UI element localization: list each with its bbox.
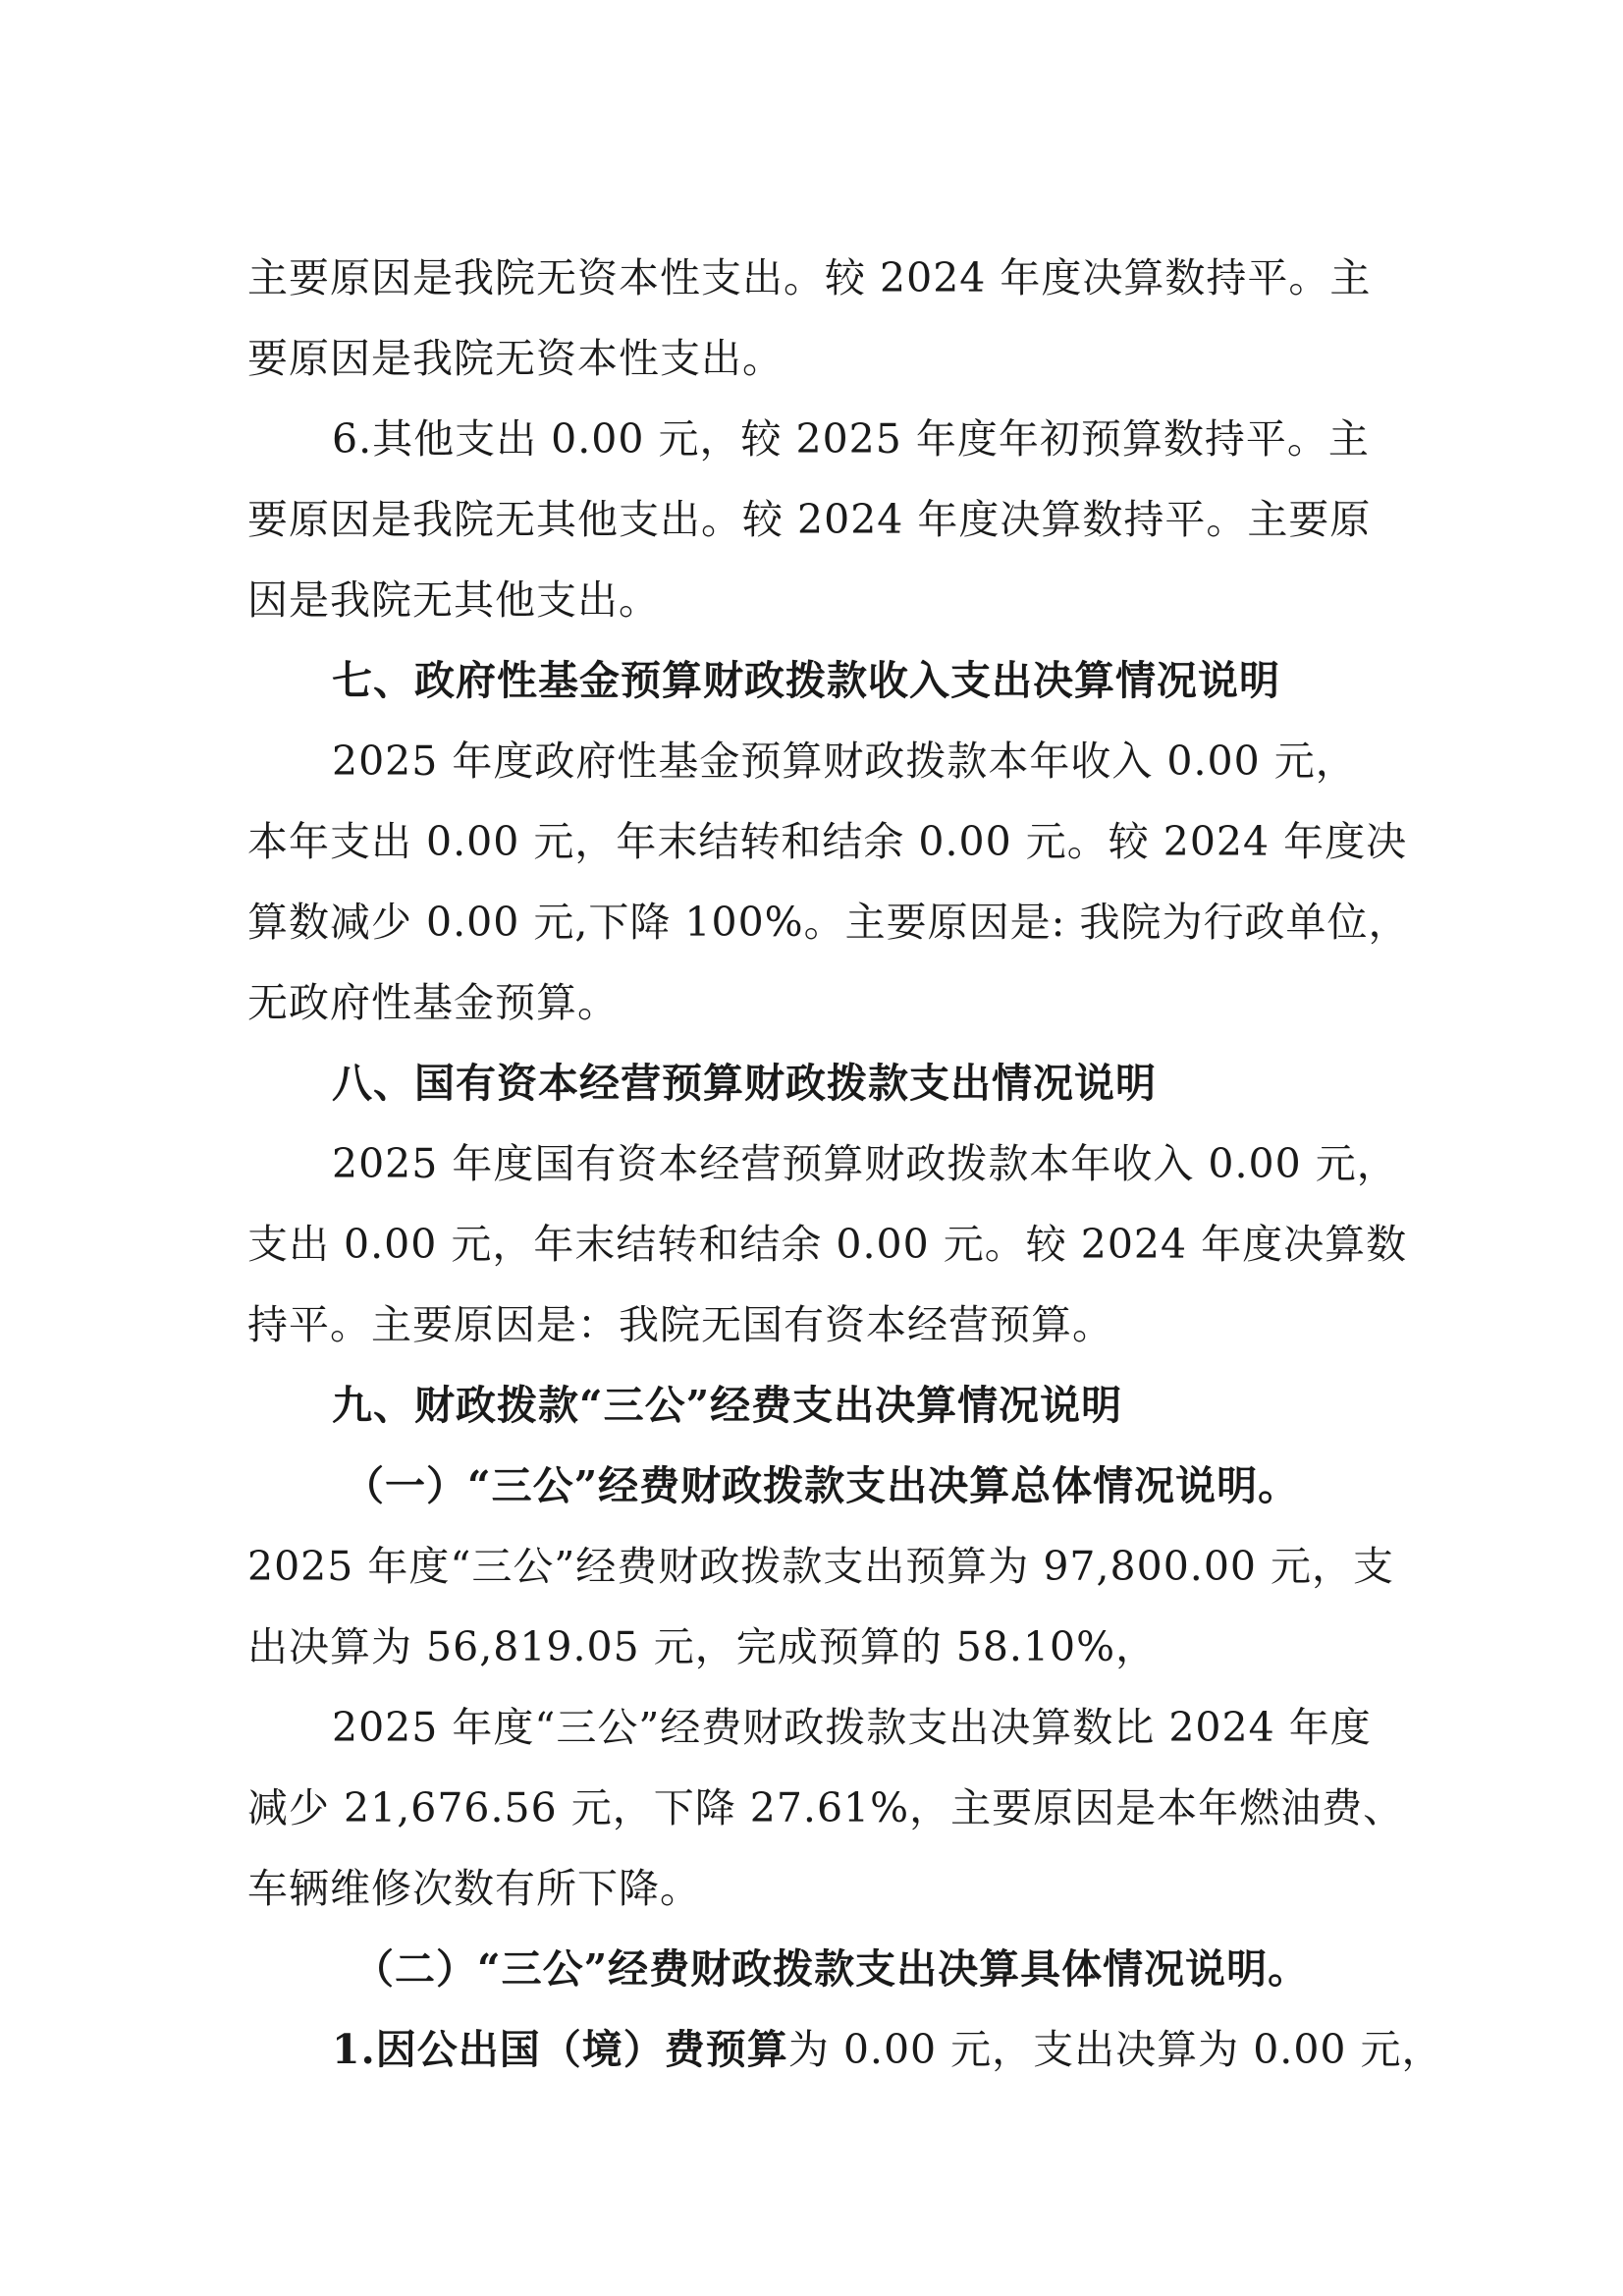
paragraph-line: 2025 年度国有资本经营预算财政拨款本年收入 0.00 元， bbox=[332, 1140, 1398, 1187]
paragraph-line: 算数减少 0.00 元,下降 100%。主要原因是: 我院为行政单位， bbox=[247, 899, 1410, 946]
paragraph-line: 2025 年度“三公”经费财政拨款支出预算为 97,800.00 元，支 bbox=[247, 1543, 1395, 1590]
section-heading-9: 九、财政拨款“三公”经费支出决算情况说明 bbox=[332, 1382, 1123, 1429]
paragraph-line: 2025 年度“三公”经费财政拨款支出决算数比 2024 年度 bbox=[332, 1704, 1372, 1751]
paragraph-line: 本年支出 0.00 元，年末结转和结余 0.00 元。较 2024 年度决 bbox=[247, 818, 1408, 865]
paragraph-line: 减少 21,676.56 元，下降 27.61%，主要原因是本年燃油费、 bbox=[247, 1784, 1405, 1831]
paragraph-line: 因是我院无其他支出。 bbox=[247, 576, 660, 624]
paragraph-line: 支出 0.00 元，年末结转和结余 0.00 元。较 2024 年度决算数 bbox=[247, 1221, 1408, 1268]
paragraph-line: 主要原因是我院无资本性支出。较 2024 年度决算数持平。主 bbox=[247, 254, 1372, 301]
paragraph-line: 2025 年度政府性基金预算财政拨款本年收入 0.00 元， bbox=[332, 738, 1357, 785]
section-heading-8: 八、国有资本经营预算财政拨款支出情况说明 bbox=[332, 1060, 1157, 1107]
paragraph-line: 出决算为 56,819.05 元，完成预算的 58.10%， bbox=[247, 1623, 1158, 1670]
subsection-heading-1: （一）“三公”经费财政拨款支出决算总体情况说明。 bbox=[344, 1462, 1300, 1509]
subsection-heading-2: （二）“三公”经费财政拨款支出决算具体情况说明。 bbox=[353, 1945, 1310, 1993]
paragraph-line-final bbox=[332, 2022, 1443, 2077]
paragraph-line: 无政府性基金预算。 bbox=[247, 979, 619, 1026]
final-line-text: 为 0.00 元，支出决算为 0.00 元， bbox=[787, 2026, 1443, 2073]
paragraph-line: 6.其他支出 0.00 元，较 2025 年度年初预算数持平。主 bbox=[332, 415, 1370, 463]
paragraph-line: 车辆维修次数有所下降。 bbox=[247, 1865, 701, 1912]
paragraph-line: 要原因是我院无其他支出。较 2024 年度决算数持平。主要原 bbox=[247, 496, 1372, 543]
paragraph-line: 要原因是我院无资本性支出。 bbox=[247, 335, 784, 382]
section-heading-7: 七、政府性基金预算财政拨款收入支出决算情况说明 bbox=[332, 657, 1280, 704]
bold-lead-text: 1.因公出国（境）费预算 bbox=[332, 2026, 788, 2073]
paragraph-line: 持平。主要原因是：我院无国有资本经营预算。 bbox=[247, 1301, 1113, 1348]
